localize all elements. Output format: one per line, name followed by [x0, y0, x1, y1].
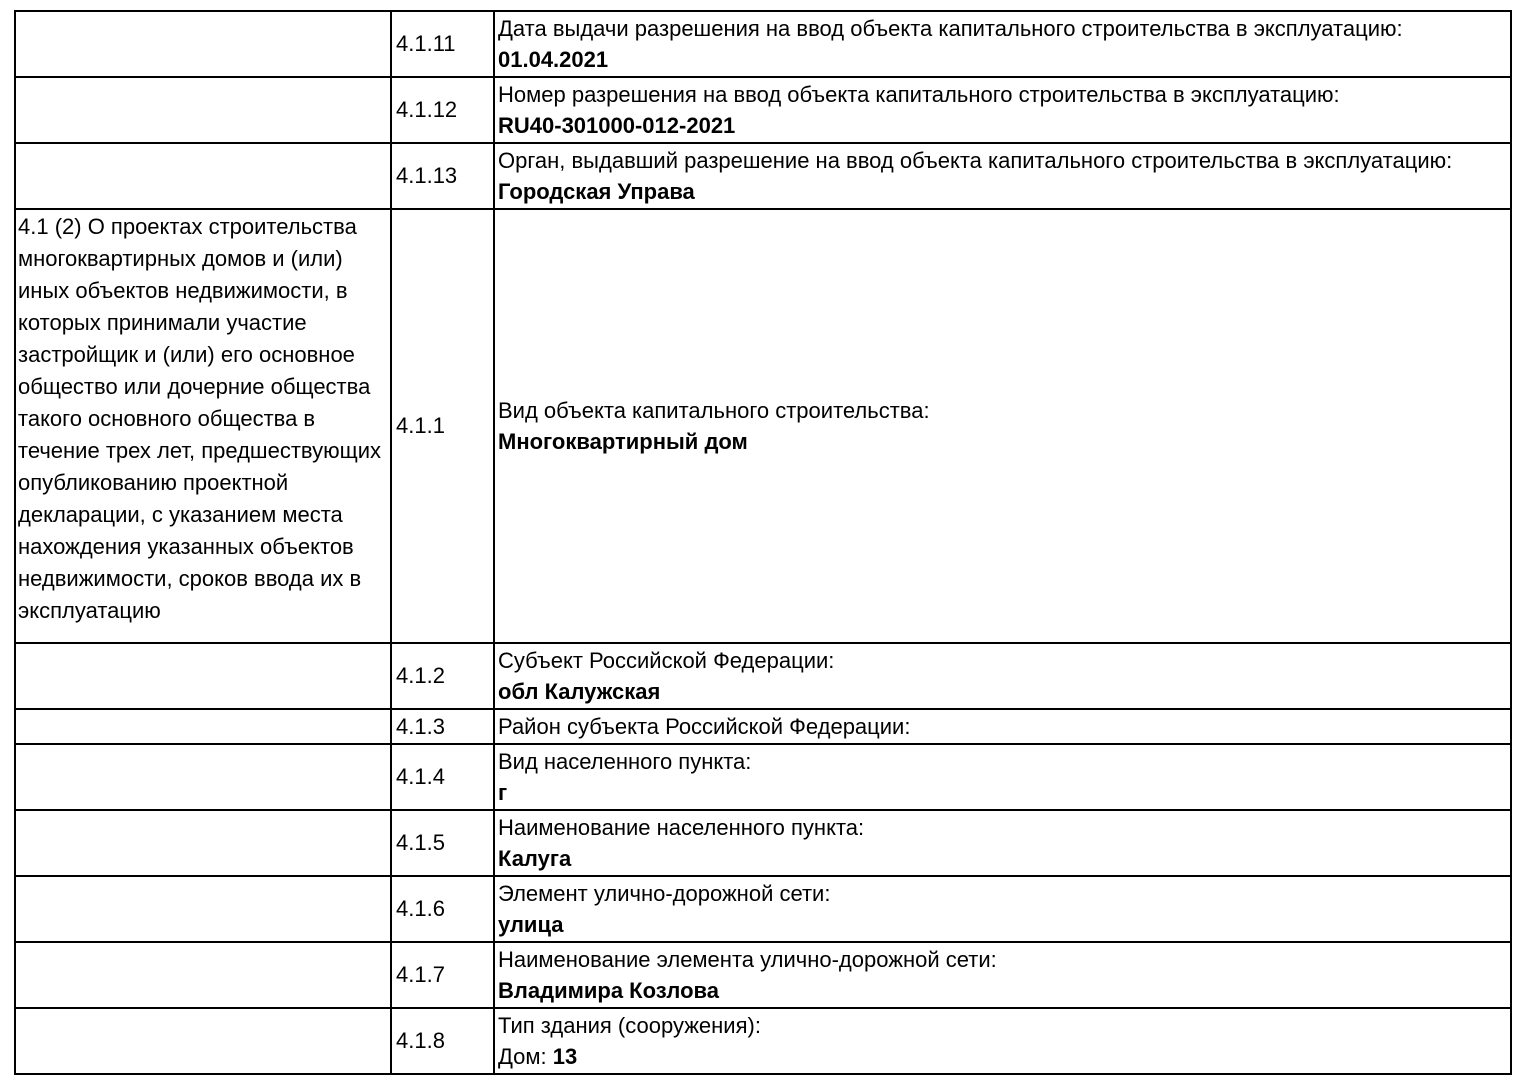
section-description-cell: [15, 942, 391, 1008]
field-cell: [494, 143, 1511, 209]
field-cell: [494, 11, 1511, 77]
table-row-4-1-4: [15, 744, 1511, 810]
item-number: 4.1.11: [391, 11, 494, 77]
section-description-cell: [15, 810, 391, 876]
field-cell: [494, 942, 1511, 1008]
field-label: Тип здания (сооружения):: [498, 1013, 761, 1038]
field-cell: [494, 709, 1511, 744]
field-value: Владимира Козлова: [498, 978, 719, 1003]
table-row-4-1-5: [15, 810, 1511, 876]
field-label: Вид объекта капитального строительства:: [498, 398, 930, 423]
field-value: RU40-301000-012-2021: [498, 113, 736, 138]
table-row-4-1-6: [15, 876, 1511, 942]
table-row-4-1-2: [15, 643, 1511, 709]
field-label: Район субъекта Российской Федерации:: [498, 714, 911, 739]
field-label: Элемент улично-дорожной сети:: [498, 881, 831, 906]
field-value-prefix: Дом:: [498, 1044, 553, 1069]
section-description-cell: [15, 77, 391, 143]
field-label: Наименование элемента улично-дорожной сети:: [498, 947, 997, 972]
project-declaration-table: [14, 10, 1512, 1075]
section-description-cell: [15, 876, 391, 942]
field-value: г: [498, 780, 508, 805]
field-cell: [494, 810, 1511, 876]
item-number: 4.1.5: [391, 810, 494, 876]
item-number: 4.1.7: [391, 942, 494, 1008]
field-value: 01.04.2021: [498, 47, 609, 72]
table-row-4-1-7: [15, 942, 1511, 1008]
table-row-4-1-8: [15, 1008, 1511, 1074]
field-label: Орган, выдавший разрешение на ввод объекта капитального строительства в эксплуатацию:: [498, 148, 1453, 173]
field-value: Городская Управа: [498, 179, 695, 204]
field-label: Номер разрешения на ввод объекта капитального строительства в эксплуатацию:: [498, 82, 1340, 107]
field-label: Наименование населенного пункта:: [498, 815, 865, 840]
item-number: 4.1.8: [391, 1008, 494, 1074]
field-cell: [494, 1008, 1511, 1074]
section-description-cell: [15, 143, 391, 209]
field-value: улица: [498, 912, 564, 937]
table-row-4-1-13: [15, 143, 1511, 209]
item-number: 4.1.12: [391, 77, 494, 143]
field-cell: [494, 744, 1511, 810]
table-row-4-1-11: [15, 11, 1511, 77]
field-label: Субъект Российской Федерации:: [498, 648, 835, 673]
field-value-number: 13: [552, 1044, 578, 1069]
item-number: 4.1.13: [391, 143, 494, 209]
field-value: [498, 1041, 1506, 1072]
item-number: 4.1.3: [391, 709, 494, 744]
section-description-cell: [15, 11, 391, 77]
field-cell: [494, 77, 1511, 143]
section-description-cell: [15, 744, 391, 810]
item-number: 4.1.1: [391, 209, 494, 643]
section-description-cell: 4.1 (2) О проектах строительства многоквартирных домов и (или) иных объектов недвижимости, в которых принимали участие застройщик и (или) его основное общество или дочерние общества такого основного общества в течение трех лет, предшествующих опубликованию проектной декларации, с указанием места нахождения указанных объектов недвижимости, сроков ввода их в эксплуатацию: [15, 209, 391, 643]
field-value: Калуга: [498, 846, 572, 871]
table-row-4-1-3: [15, 709, 1511, 744]
item-number: 4.1.6: [391, 876, 494, 942]
field-label: Вид населенного пункта:: [498, 749, 752, 774]
table-row-4-1-12: [15, 77, 1511, 143]
item-number: 4.1.4: [391, 744, 494, 810]
item-number: 4.1.2: [391, 643, 494, 709]
section-description-cell: [15, 1008, 391, 1074]
section-description-cell: [15, 709, 391, 744]
table-row-4-1-1: [15, 209, 1511, 643]
section-description-cell: [15, 643, 391, 709]
field-cell: [494, 876, 1511, 942]
field-value: Многоквартирный дом: [498, 429, 748, 454]
field-value: обл Калужская: [498, 679, 661, 704]
field-cell: [494, 209, 1511, 643]
field-cell: [494, 643, 1511, 709]
field-label: Дата выдачи разрешения на ввод объекта капитального строительства в эксплуатацию:: [498, 16, 1403, 41]
